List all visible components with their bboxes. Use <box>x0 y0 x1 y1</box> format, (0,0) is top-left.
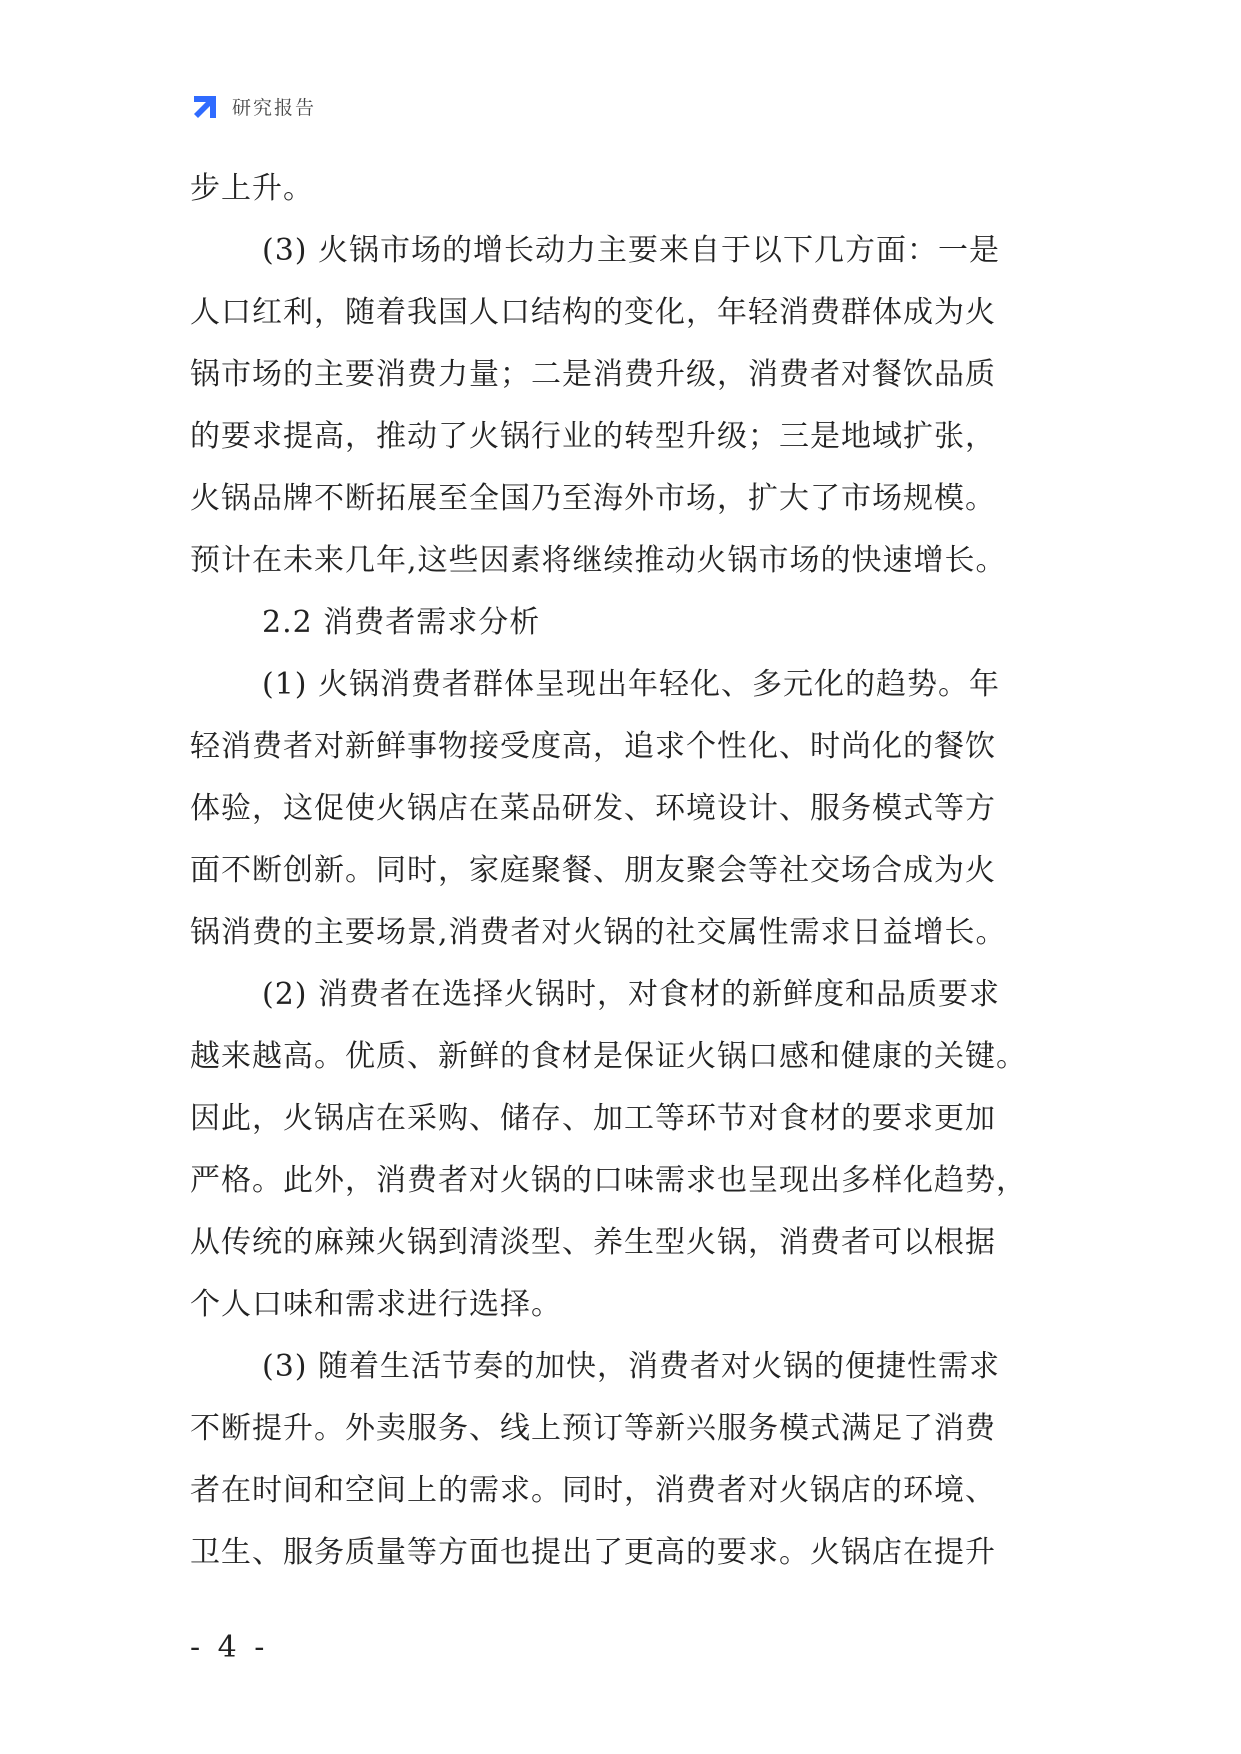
text-line: 不断提升。外卖服务、线上预订等新兴服务模式满足了消费 <box>190 1411 996 1446</box>
text-line: 面不断创新。同时，家庭聚餐、朋友聚会等社交场合成为火 <box>190 853 996 888</box>
text-line: 从传统的麻辣火锅到清淡型、养生型火锅，消费者可以根据 <box>190 1225 996 1260</box>
arrow-up-right-icon <box>190 90 222 122</box>
section-heading: 2.2 消费者需求分析 <box>262 605 541 640</box>
text-line: 体验，这促使火锅店在菜品研发、环境设计、服务模式等方 <box>190 791 996 826</box>
text-line: 因此，火锅店在采购、储存、加工等环节对食材的要求更加 <box>190 1101 996 1136</box>
text-line: (1) 火锅消费者群体呈现出年轻化、多元化的趋势。年 <box>262 667 1001 702</box>
text-line: 人口红利，随着我国人口结构的变化，年轻消费群体成为火 <box>190 295 996 330</box>
text-line: 锅市场的主要消费力量；二是消费升级，消费者对餐饮品质 <box>190 357 996 392</box>
page-number: - 4 - <box>190 1630 269 1665</box>
text-line: (3) 随着生活节奏的加快，消费者对火锅的便捷性需求 <box>262 1349 1001 1384</box>
text-line: 锅消费的主要场景,消费者对火锅的社交属性需求日益增长。 <box>190 915 1007 950</box>
text-line: 预计在未来几年,这些因素将继续推动火锅市场的快速增长。 <box>190 543 1007 578</box>
text-line: 卫生、服务质量等方面也提出了更高的要求。火锅店在提升 <box>190 1535 996 1570</box>
text-line: 个人口味和需求进行选择。 <box>190 1287 562 1322</box>
text-line: 越来越高。优质、新鲜的食材是保证火锅口感和健康的关键。 <box>190 1039 1027 1074</box>
text-line: 轻消费者对新鲜事物接受度高，追求个性化、时尚化的餐饮 <box>190 729 996 764</box>
text-line: (2) 消费者在选择火锅时，对食材的新鲜度和品质要求 <box>262 977 1001 1012</box>
text-line: 火锅品牌不断拓展至全国乃至海外市场，扩大了市场规模。 <box>190 481 996 516</box>
document-body <box>190 158 1070 1584</box>
text-line: (3) 火锅市场的增长动力主要来自于以下几方面：一是 <box>262 233 1001 268</box>
text-line: 的要求提高，推动了火锅行业的转型升级；三是地域扩张， <box>190 419 996 454</box>
text-line: 者在时间和空间上的需求。同时，消费者对火锅店的环境、 <box>190 1473 996 1508</box>
page-header <box>190 88 316 124</box>
text-line: 步上升。 <box>190 171 314 206</box>
header-title: 研究报告 <box>232 96 317 119</box>
text-line: 严格。此外，消费者对火锅的口味需求也呈现出多样化趋势， <box>190 1163 1027 1198</box>
